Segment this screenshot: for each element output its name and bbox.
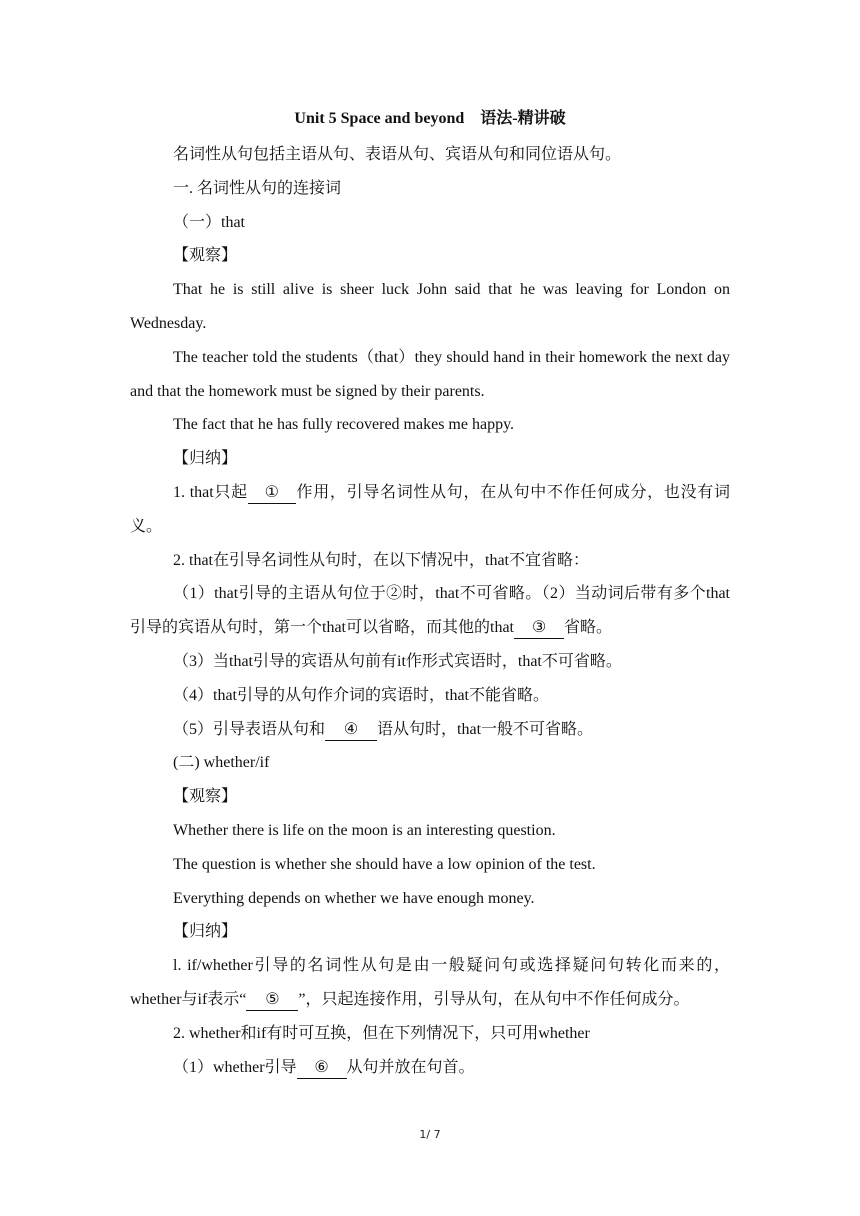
- summary-label: 【归纳】: [173, 923, 238, 941]
- rule-text: 1. that只起: [173, 483, 248, 501]
- rule-text: （1）that引导的主语从句位于②时，that不可省略。（2）当动词后带有多个that引导的宾语从句时，第一个that可以省略，而其他的that: [130, 585, 730, 637]
- answer-blank: ⑥: [297, 1058, 347, 1079]
- rule-paragraph: 2. whether和if有时可互换，但在下列情况下，只可用whether: [173, 1024, 590, 1042]
- rule-text: 语从句时，that一般不可省略。: [377, 720, 594, 738]
- rule-paragraph: [130, 713, 730, 747]
- rule-text: （1）whether引导: [173, 1058, 297, 1076]
- summary-label: 【归纳】: [173, 450, 238, 468]
- rule-text: 作用，引导名词性从句，在从句中不作任何成分，也没有词义。: [130, 483, 730, 535]
- example-sentence: The teacher told the students（that）they should hand in their homework the next day and that the homework must be signed by their parents.: [130, 348, 730, 400]
- answer-blank: ④: [325, 720, 377, 741]
- rule-paragraph: [130, 949, 730, 1017]
- rule-text: 从句并放在句首。: [346, 1058, 475, 1076]
- document-body: [130, 108, 730, 1084]
- subsection-heading: (二) whether/if: [173, 754, 270, 772]
- rule-paragraph: [130, 1051, 730, 1085]
- subsection-heading: （一）that: [173, 213, 245, 231]
- observe-label: 【观察】: [173, 247, 238, 265]
- rule-paragraph: （4）that引导的从句作介词的宾语时，that不能省略。: [173, 686, 549, 704]
- rule-text: ”，只起连接作用，引导从句，在从句中不作任何成分。: [298, 990, 690, 1008]
- rule-text: （5）引导表语从句和: [173, 720, 326, 738]
- example-sentence: The fact that he has fully recovered makes me happy.: [173, 416, 515, 434]
- answer-blank: ③: [514, 618, 564, 639]
- answer-blank: ①: [248, 483, 296, 504]
- intro-paragraph: 名词性从句包括主语从句、表语从句、宾语从句和同位语从句。: [173, 146, 622, 163]
- example-sentence: The question is whether she should have a low opinion of the test.: [173, 855, 596, 873]
- rule-paragraph: （3）当that引导的宾语从句前有it作形式宾语时，that不可省略。: [173, 652, 622, 670]
- rule-paragraph: [130, 476, 730, 544]
- page-number: 1/ 7: [419, 1128, 441, 1141]
- rule-text: l. if/whether引导的名词性从句是由一般疑问句或选择疑问句转化而来的，whether与if表示“: [130, 957, 730, 1008]
- rule-text: 省略。: [564, 619, 613, 637]
- example-sentence: That he is still alive is sheer luck John said that he was leaving for London on Wednesday.: [130, 281, 730, 332]
- example-sentence: Everything depends on whether we have enough money.: [173, 889, 535, 907]
- example-sentence: Whether there is life on the moon is an interesting question.: [173, 821, 556, 839]
- rule-paragraph: 2. that在引导名词性从句时，在以下情况中，that不宜省略：: [173, 551, 589, 569]
- answer-blank: ⑤: [246, 990, 298, 1011]
- rule-paragraph: [130, 577, 730, 645]
- document-title: Unit 5 Space and beyond 语法-精讲破: [294, 110, 566, 127]
- observe-label: 【观察】: [173, 788, 238, 806]
- section-heading: 一. 名词性从句的连接词: [173, 179, 342, 197]
